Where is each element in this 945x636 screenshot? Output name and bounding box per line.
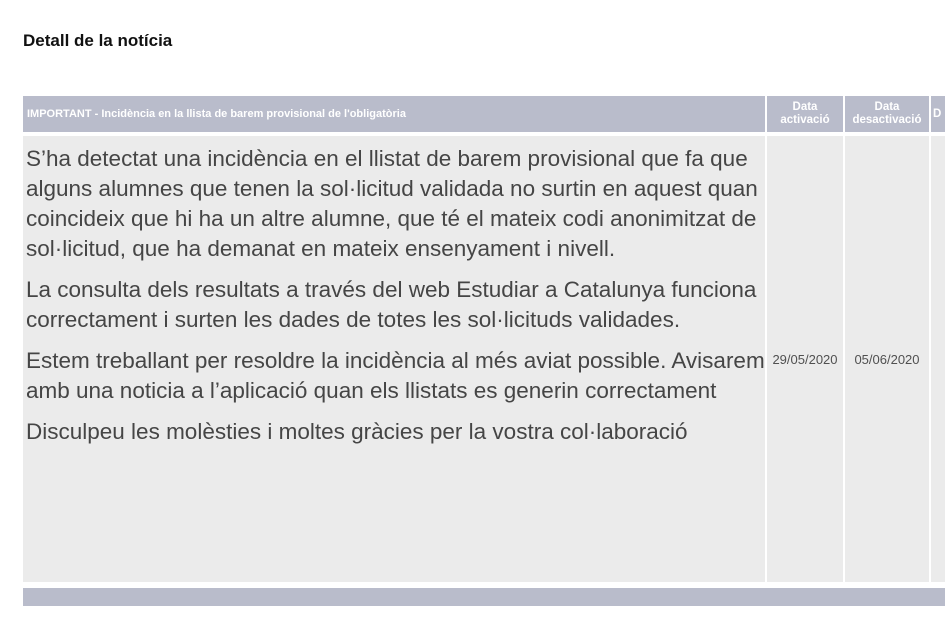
- column-header-activation-line2: activació: [780, 114, 830, 126]
- news-paragraph: S’ha detectat una incidència en el llistat de barem provisional que fa que alguns alumnes que tenen la sol·licitud validada no surtin en aquest quan coincideix que hi ha un altre alumne, que té el mateix codi anonimitzat de sol·licitud, que ha demanat en mateix ensenyament i nivell.: [26, 146, 758, 261]
- table-row: [23, 136, 945, 582]
- table-header-row: [23, 96, 945, 132]
- activation-date-cell: 29/05/2020: [765, 136, 843, 582]
- column-header-deactivation-date[interactable]: [843, 96, 929, 132]
- page-title: Detall de la notícia: [23, 31, 173, 50]
- column-header-extra[interactable]: D: [929, 96, 945, 132]
- news-table: [23, 96, 945, 606]
- column-header-activation-date[interactable]: [765, 96, 843, 132]
- column-header-deactivation-line1: Data: [874, 101, 900, 113]
- column-header-deactivation-line2: desactivació: [852, 114, 922, 126]
- extra-cell: [929, 136, 945, 582]
- news-body-cell: [23, 136, 765, 582]
- column-header-activation-line1: Data: [792, 101, 818, 113]
- news-paragraph: Estem treballant per resoldre la incidència al més aviat possible. Avisarem amb una noticia a l’aplicació quan els llistats es generin correctament: [26, 348, 765, 403]
- deactivation-date-cell: 05/06/2020: [843, 136, 929, 582]
- news-paragraph: La consulta dels resultats a través del web Estudiar a Catalunya funciona correctament i surten les dades de totes les sol·licituds validades.: [26, 277, 757, 332]
- table-footer-bar: [23, 588, 945, 606]
- column-header-title[interactable]: IMPORTANT - Incidència en la llista de barem provisional de l'obligatòria: [27, 108, 406, 120]
- news-paragraph: Disculpeu les molèsties i moltes gràcies per la vostra col·laboració: [26, 419, 688, 444]
